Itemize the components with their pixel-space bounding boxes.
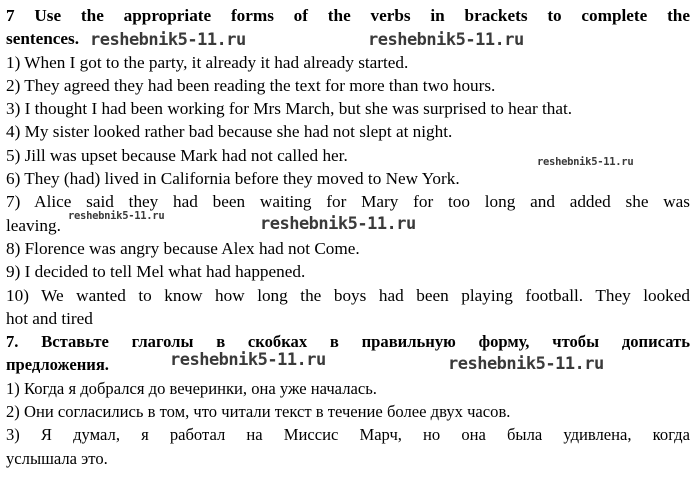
watermark: reshebnik5-11.ru (90, 30, 246, 50)
watermark: reshebnik5-11.ru (260, 214, 416, 234)
exercise-heading-ru: 7. Вставьте глаголы в скобках в правильную форму, чтобы дописать (6, 332, 690, 352)
exercise-heading-en: 7 Use the appropriate forms of the verbs in brackets to complete the (6, 6, 690, 25)
document-page (6, 4, 690, 470)
exercise-heading-ru-cont: предложения. (6, 355, 109, 375)
translation-3-cont: услышала это. (6, 448, 108, 468)
watermark: reshebnik5-11.ru (368, 30, 524, 50)
sentence-9: 9) I decided to tell Mel what had happened. (6, 262, 306, 282)
watermark: reshebnik5-11.ru (68, 210, 165, 222)
sentence-1: 1) When I got to the party, it already it had already started. (6, 52, 409, 72)
sentence-5: 5) Jill was upset because Mark had not called her. (6, 145, 348, 165)
translation-3: 3) Я думал, я работал на Миссис Марч, но она была удивлена, когда (6, 425, 690, 445)
sentence-10: 10) We wanted to know how long the boys had been playing football. They looked (6, 285, 690, 305)
sentence-4: 4) My sister looked rather bad because she had not slept at night. (6, 122, 453, 142)
translation-2: 2) Они согласились в том, что читали текст в течение более двух часов. (6, 402, 511, 422)
sentence-3: 3) I thought I had been working for Mrs March, but she was surprised to hear that. (6, 99, 573, 119)
sentence-7-cont: leaving. (6, 215, 61, 235)
sentence-6: 6) They (had) lived in California before they moved to New York. (6, 169, 460, 189)
exercise-heading-en-cont: sentences. (6, 29, 80, 49)
sentence-2: 2) They agreed they had been reading the text for more than two hours. (6, 75, 496, 95)
sentence-7: 7) Alice said they had been waiting for Mary for too long and added she was (6, 192, 690, 212)
sentence-10-cont: hot and tired (6, 308, 93, 328)
watermark: reshebnik5-11.ru (448, 354, 604, 374)
watermark: reshebnik5-11.ru (170, 350, 326, 370)
sentence-8: 8) Florence was angry because Alex had not Come. (6, 238, 360, 258)
watermark: reshebnik5-11.ru (537, 156, 634, 168)
translation-1: 1) Когда я добрался до вечеринки, она уже началась. (6, 378, 377, 398)
